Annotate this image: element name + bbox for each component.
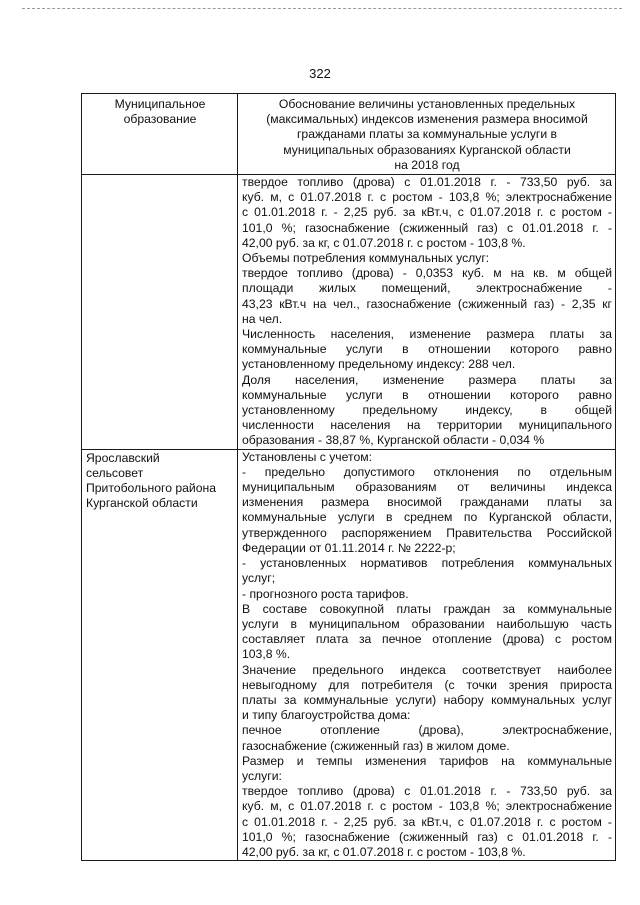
scan-top-edge-line [22, 8, 622, 9]
header-justification-cell [238, 94, 616, 175]
text-line: сельсовет [86, 465, 144, 480]
text-line: площади жилых помещений, электроснабжение - [242, 281, 612, 296]
text-line: (максимальных) индексов изменения размера вносимой [266, 112, 588, 127]
text-line: - установленных нормативов потребления коммунальных [242, 556, 612, 571]
row1-justification-lines [242, 175, 612, 449]
text-line: твердое топливо (дрова) с 01.01.2018 г. - 733,50 руб. за [242, 784, 612, 799]
table-row [82, 175, 616, 450]
text-line: с 01.01.2018 г. - 2,25 руб. за кВт.ч, с 01.07.2018 г. с ростом - [242, 205, 612, 220]
text-line: 103,8 %. [242, 647, 291, 662]
text-line: - прогнозного роста тарифов. [242, 586, 409, 601]
text-line: образования - 38,87 %, Курганской области - 0,034 % [242, 433, 545, 448]
row2-justification-lines [242, 450, 612, 860]
text-line: - предельно допустимого отклонения по отдельным [242, 464, 612, 479]
text-line: численности населения на территории муниципального [242, 418, 612, 433]
text-line: Притобольного района [86, 481, 217, 496]
row2-municipality-cell [82, 449, 238, 860]
tariff-justification-table [81, 93, 616, 861]
text-line: Ярославский [86, 450, 160, 465]
text-line: Размер и темпы изменения тарифов на коммунальные [242, 753, 612, 768]
table-header-row [82, 94, 616, 175]
text-line: с 01.01.2018 г. - 2,25 руб. за кВт.ч, с 01.07.2018 г. с ростом - [242, 814, 612, 829]
text-line: Значение предельного индекса соответствует наиболее [242, 662, 612, 677]
page-number: 322 [309, 66, 331, 81]
text-line: твердое топливо (дрова) с 01.01.2018 г. - 733,50 руб. за [242, 175, 612, 190]
text-line: изменения размера вносимой гражданами платы за [242, 495, 612, 510]
row2-municipality-lines [86, 451, 234, 512]
text-line: невыгодному для потребителя (с точки зрения прироста [242, 677, 612, 692]
text-line: коммунальные услуги в отношении которого равно [242, 342, 612, 357]
text-line: услуг; [242, 571, 276, 586]
text-line: и типу благоустройства дома: [242, 708, 411, 723]
text-line: Численность населения, изменение размера платы за [242, 327, 612, 342]
text-line: на чел. [242, 311, 283, 326]
text-line: коммунальные услуги в среднем по Курганской области, [242, 510, 612, 525]
text-line: платы за коммунальные услуги) набору коммунальных услуг [242, 692, 612, 707]
text-line: муниципальных образованиях Курганской области [283, 142, 571, 157]
text-line: 101,0 %; газоснабжение (сжиженный газ) с 01.01.2018 г. - [242, 829, 612, 844]
text-line: 101,0 %; газоснабжение (сжиженный газ) с 01.01.2018 г. - [242, 220, 612, 235]
text-line: куб. м, с 01.07.2018 г. с ростом - 103,8 %; электроснабжение [242, 190, 612, 205]
text-line: твердое топливо (дрова) - 0,0353 куб. м на кв. м общей [242, 266, 612, 281]
text-line: утвержденного распоряжением Правительства Российской [242, 525, 612, 540]
header-justification-lines [242, 97, 612, 173]
header-municipality-cell [82, 94, 238, 175]
text-line: Муниципальное [114, 97, 206, 111]
text-line: куб. м, с 01.07.2018 г. с ростом - 103,8 %; электроснабжение [242, 799, 612, 814]
text-line: газоснабжение (сжиженный газ) в жилом доме. [242, 738, 510, 753]
text-line: муниципальным образованиям от величины индекса [242, 480, 612, 495]
text-line: образование [123, 112, 197, 127]
row1-municipality-cell [82, 175, 238, 450]
row2-justification-cell [238, 449, 616, 860]
text-line: установленному предельному индексу, в общей [242, 403, 612, 418]
text-line: Федерации от 01.11.2014 г. № 2222-р; [242, 540, 456, 555]
text-line: 43,23 кВт.ч на чел., газоснабжение (сжиженный газ) - 2,35 кг [242, 296, 612, 311]
text-line: Установлены с учетом: [242, 449, 372, 464]
text-line: Обоснование величины установленных предельных [278, 97, 576, 111]
text-line: 42,00 руб. за кг, с 01.07.2018 г. с ростом - 103,8 %. [242, 844, 526, 859]
text-line: услуги в муниципальном образовании наибольшую часть [242, 616, 612, 631]
text-line: на 2018 год [394, 157, 460, 172]
text-line: Объемы потребления коммунальных услуг: [242, 251, 490, 266]
text-line: печное отопление (дрова), электроснабжение, [242, 723, 612, 738]
text-line: Доля населения, изменение размера платы за [242, 372, 612, 387]
text-line: установленному предельному индексу: 288 чел. [242, 357, 516, 372]
row1-justification-cell [238, 175, 616, 450]
text-line: В составе совокупной платы граждан за коммунальные [242, 601, 612, 616]
text-line: услуги: [242, 768, 282, 783]
text-line: составляет плата за печное отопление (дрова) с ростом [242, 632, 612, 647]
text-line: Курганской области [86, 496, 198, 511]
text-line: коммунальные услуги в отношении которого равно [242, 387, 612, 402]
text-line: 42,00 руб. за кг, с 01.07.2018 г. с ростом - 103,8 %. [242, 235, 526, 250]
text-line: гражданами платы за коммунальные услуги в [296, 127, 558, 142]
table-row [82, 449, 616, 860]
header-municipality-lines [86, 97, 234, 127]
